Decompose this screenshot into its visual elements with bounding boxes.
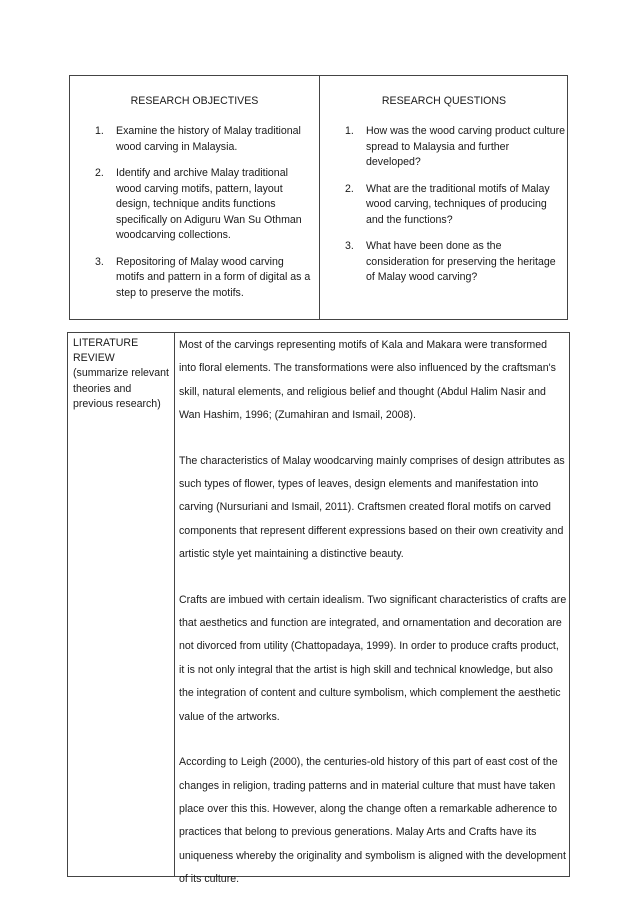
literature-paragraph: According to Leigh (2000), the centuries-old history of this part of east cost of the changes in religion, trading patterns and in material culture that must have taken place over this this. However, along the change often a remarkable adherence to practices that belong to previous generations. Malay Arts and Crafts have its uniqueness whereby the originality and symbolism is aligned with the development of its culture.	[179, 756, 566, 886]
questions-list	[345, 124, 566, 297]
objectives-heading: RESEARCH OBJECTIVES	[130, 95, 259, 107]
questions-heading: RESEARCH QUESTIONS	[381, 95, 507, 107]
literature-paragraph: The characteristics of Malay woodcarving mainly comprises of design attributes as such types of flower, types of leaves, design elements and manifestation into carving (Nursuriani and Ismail, 2011). Craftsmen created floral motifs on carved components that represent different expressions based on their own creativity and artistic style yet maintaining a distinctive beauty.	[179, 454, 565, 561]
literature-paragraph: Most of the carvings representing motifs of Kala and Makara were transformed into floral elements. The transformations were also influenced by the craftsman's skill, natural elements, and religious belief and thought (Abdul Halim Nasir and Wan Hashim, 1996; (Zumahiran and Ismail, 2008).	[179, 339, 556, 422]
objective-item: 1. Examine the history of Malay traditional wood carving in Malaysia.	[95, 125, 301, 153]
question-item: 3. What have been done as the consideration for preserving the heritage of Malay wood carving?	[345, 240, 556, 283]
question-item: 1. How was the wood carving product culture spread to Malaysia and further developed?	[345, 125, 566, 168]
column-divider	[319, 76, 320, 319]
research-table	[69, 75, 568, 320]
literature-label: LITERATURE REVIEW (summarize relevant theories and previous research)	[73, 337, 169, 410]
objective-item: 2. Identify and archive Malay traditional wood carving motifs, pattern, layout design, technique andits functions specifically on Adiguru Wan Su Othman woodcarving collections.	[95, 167, 302, 241]
literature-paragraph: Crafts are imbued with certain idealism. Two significant characteristics of crafts are that aesthetics and function are integrated, and ornamentation and decoration are not divorced from utility (Chattopadaya, 1999). In order to produce crafts product, it is not only integral that the artist is high skill and technical knowledge, but also the integration of content and culture symbolism, which complement the aesthetic value of the artworks.	[179, 593, 567, 723]
objective-item: 3. Repositoring of Malay wood carving motifs and pattern in a form of digital as a step to preserve the motifs.	[95, 255, 311, 299]
literature-table	[67, 332, 570, 886]
column-divider	[174, 333, 175, 876]
objectives-list	[95, 124, 313, 312]
literature-body	[179, 334, 567, 914]
question-item: 2. What are the traditional motifs of Malay wood carving, techniques of producing and the functions?	[345, 182, 550, 226]
